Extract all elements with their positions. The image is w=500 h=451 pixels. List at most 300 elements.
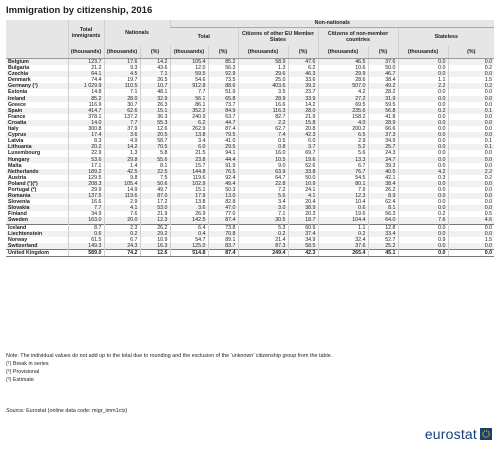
table-cell: 7.6 <box>104 211 140 217</box>
table-cell: 37.4 <box>288 231 318 237</box>
table-cell: 29.5 <box>208 144 238 150</box>
table-cell: 37.6 <box>368 59 398 66</box>
table-cell: 912.8 <box>170 83 208 89</box>
table-cell: 62.7 <box>238 126 288 132</box>
table-cell: 30.7 <box>104 102 140 108</box>
table-cell: 163.0 <box>68 217 104 224</box>
table-cell: 10.7 <box>140 83 170 89</box>
table-cell: 7.1 <box>238 211 288 217</box>
source-text: Eurostat (online data code: migr_imm1ctz) <box>26 408 128 414</box>
table-cell: 0.0 <box>448 114 494 120</box>
country-name: Denmark <box>6 77 68 83</box>
table-cell: 17.2 <box>140 199 170 205</box>
immigration-table <box>6 20 494 257</box>
table-cell: 21.2 <box>68 65 104 71</box>
table-cell: 32.9 <box>140 96 170 102</box>
country-name: Spain <box>6 108 68 114</box>
unit-thousands: (thousands) <box>238 46 288 59</box>
table-cell: 5.8 <box>140 150 170 156</box>
table-cell: 14.2 <box>140 59 170 66</box>
table-cell: 91.9 <box>208 163 238 169</box>
table-cell: 240.9 <box>170 114 208 120</box>
table-cell: 0.0 <box>398 224 448 231</box>
table-cell: 4.0 <box>318 120 368 126</box>
table-cell: 70.5 <box>140 144 170 150</box>
table-cell: 49.4 <box>208 181 238 187</box>
table-cell: 50.3 <box>208 187 238 193</box>
table-cell: 60.9 <box>288 224 318 231</box>
table-cell: 33.4 <box>368 231 398 237</box>
table-cell: 0.0 <box>448 126 494 132</box>
table-cell: 42.3 <box>288 132 318 138</box>
table-cell: 15.1 <box>170 187 208 193</box>
country-name: Iceland <box>6 224 68 231</box>
table-cell: 34.9 <box>368 138 398 144</box>
table-cell: 8.1 <box>140 163 170 169</box>
table-cell: 10.6 <box>318 65 368 71</box>
table-cell: 0.0 <box>398 126 448 132</box>
table-cell: 55.3 <box>140 120 170 126</box>
table-cell: 12.6 <box>140 249 170 256</box>
table-cell: 3.0 <box>238 205 288 211</box>
table-cell: 16.3 <box>140 243 170 250</box>
table-cell: 4.1 <box>288 193 318 199</box>
unit-percent: (%) <box>368 46 398 59</box>
table-cell: 6.0 <box>170 144 208 150</box>
table-cell: 56.3 <box>368 211 398 217</box>
table-cell: 0.2 <box>448 83 494 89</box>
table-cell: 85.2 <box>208 59 238 66</box>
table-cell: 17.9 <box>170 193 208 199</box>
table-cell: 0.0 <box>398 150 448 156</box>
country-name: Lithuania <box>6 144 68 150</box>
table-cell: 0.0 <box>448 187 494 193</box>
country-name: Ireland <box>6 96 68 102</box>
table-cell: 10.5 <box>238 157 288 163</box>
table-cell: 46.5 <box>318 59 368 66</box>
table-cell: 514.8 <box>170 249 208 256</box>
unit-thousands: (thousands) <box>68 46 104 59</box>
table-cell: 13.8 <box>170 132 208 138</box>
table-cell: 1.5 <box>448 237 494 243</box>
table-cell: 0.2 <box>238 231 288 237</box>
table-cell: 73.8 <box>208 224 238 231</box>
table-cell: 29.2 <box>140 231 170 237</box>
unit-thousands: (thousands) <box>398 46 448 59</box>
table-cell: 200.2 <box>318 126 368 132</box>
table-cell: 24.1 <box>288 187 318 193</box>
table-cell: 137.5 <box>68 193 104 199</box>
table-cell: 22.9 <box>68 150 104 156</box>
country-name: Norway <box>6 237 68 243</box>
table-cell: 32.4 <box>318 237 368 243</box>
table-cell: 2.9 <box>104 199 140 205</box>
table-cell: 26.5 <box>140 77 170 83</box>
table-cell: 0.0 <box>448 199 494 205</box>
table-cell: 63.9 <box>238 169 288 175</box>
table-row <box>6 59 494 66</box>
table-cell: 38.4 <box>368 77 398 83</box>
table-cell: 54.6 <box>170 77 208 83</box>
table-cell: 28.9 <box>238 96 288 102</box>
table-cell: 0.3 <box>398 175 448 181</box>
unit-percent: (%) <box>448 46 494 59</box>
table-cell: 73.7 <box>208 102 238 108</box>
table-cell: 37.3 <box>368 132 398 138</box>
table-cell: 28.0 <box>104 96 140 102</box>
table-cell: 3.4 <box>238 199 288 205</box>
country-name: Romania <box>6 193 68 199</box>
table-cell: 87.4 <box>208 126 238 132</box>
table-cell: 403.6 <box>238 83 288 89</box>
table-cell: 3.6 <box>170 205 208 211</box>
source <box>6 408 127 414</box>
country-name: Luxembourg <box>6 150 68 156</box>
header-total-immigrants: Total immigrants <box>68 20 104 46</box>
table-cell: 13.3 <box>318 157 368 163</box>
table-cell: 43.6 <box>140 65 170 71</box>
page-title: Immigration by citizenship, 2016 <box>6 5 153 16</box>
table-cell: 33.9 <box>288 96 318 102</box>
note-provisional: (²) Provisional <box>6 369 40 375</box>
note-break-in-series: (¹) Break in series <box>6 361 49 367</box>
table-cell: 0.0 <box>398 96 448 102</box>
table-cell: 262.9 <box>170 126 208 132</box>
table-cell: 24.3 <box>104 243 140 250</box>
table-cell: 73.5 <box>208 77 238 83</box>
country-name: Switzerland <box>6 243 68 250</box>
table-cell: 25.0 <box>238 77 288 83</box>
table-cell: 414.7 <box>68 108 104 114</box>
table-cell: 0.2 <box>448 65 494 71</box>
table-cell: 61.5 <box>68 237 104 243</box>
table-cell: 44.7 <box>208 120 238 126</box>
table-cell: 105.4 <box>170 59 208 66</box>
table-cell: 249.4 <box>238 249 288 256</box>
table-cell: 0.1 <box>448 144 494 150</box>
table-cell: 70.8 <box>208 231 238 237</box>
table-cell: 41.0 <box>208 138 238 144</box>
table-cell: 28.2 <box>368 89 398 95</box>
table-cell: 0.0 <box>398 231 448 237</box>
table-cell: 3.7 <box>288 144 318 150</box>
table-cell: 3.6 <box>104 132 140 138</box>
table-cell: 1.3 <box>238 65 288 71</box>
table-cell: 265.4 <box>318 249 368 256</box>
table-cell: 4.5 <box>104 71 140 77</box>
table-cell: 1.1 <box>398 77 448 83</box>
table-cell: 102.9 <box>170 181 208 187</box>
table-cell: 87.4 <box>208 249 238 256</box>
table-cell: 21.5 <box>170 150 208 156</box>
table-cell: 7.5 <box>140 175 170 181</box>
table-cell: 4.1 <box>104 205 140 211</box>
header-nationals: Nationals <box>104 20 170 46</box>
table-cell: 2.9 <box>318 138 368 144</box>
table-cell: 76.7 <box>318 169 368 175</box>
table-cell: 89.1 <box>208 237 238 243</box>
table-cell: 38.9 <box>288 205 318 211</box>
table-cell: 8.1 <box>368 205 398 211</box>
country-name: Austria <box>6 175 68 181</box>
table-cell: 0.5 <box>238 138 288 144</box>
note-estimate: (³) Estimate <box>6 377 34 383</box>
unit-percent: (%) <box>208 46 238 59</box>
table-cell: 85.2 <box>68 96 104 102</box>
table-cell: 7.2 <box>238 187 288 193</box>
country-name: Belgium <box>6 59 68 66</box>
country-name: Netherlands <box>6 169 68 175</box>
table-cell: 53.6 <box>68 157 104 163</box>
table-cell: 0.0 <box>398 65 448 71</box>
header-non-nationals: Non-nationals <box>170 20 494 28</box>
table-cell: 144.8 <box>170 169 208 175</box>
table-cell: 6.2 <box>170 120 208 126</box>
table-cell: 42.5 <box>104 169 140 175</box>
table-cell: 0.0 <box>448 71 494 77</box>
table-cell: 5.6 <box>238 193 288 199</box>
table-cell: 18.7 <box>288 217 318 224</box>
unit-thousands: (thousands) <box>104 46 140 59</box>
table-cell: 7.1 <box>104 89 140 95</box>
table-cell: 47.0 <box>208 205 238 211</box>
table-cell: 7.7 <box>170 89 208 95</box>
table-cell: 8.3 <box>68 138 104 144</box>
table-cell: 0.0 <box>398 71 448 77</box>
table-cell: 62.4 <box>368 199 398 205</box>
table-cell: 4.2 <box>318 89 368 95</box>
table-cell: 84.9 <box>208 108 238 114</box>
eu-star-icon <box>480 428 492 440</box>
table-cell: 507.0 <box>318 83 368 89</box>
table-cell: 64.7 <box>238 175 288 181</box>
table-cell: 129.5 <box>68 175 104 181</box>
table-cell: 37.6 <box>318 243 368 250</box>
table-cell: 12.0 <box>170 65 208 71</box>
table-cell: 0.6 <box>68 231 104 237</box>
table-cell: 0.0 <box>448 102 494 108</box>
table-cell: 22.8 <box>238 181 288 187</box>
table-cell: 74.2 <box>104 249 140 256</box>
table-cell: 19.6 <box>318 211 368 217</box>
table-cell: 7.4 <box>238 132 288 138</box>
table-cell: 52.7 <box>368 237 398 243</box>
header-stateless: Stateless <box>398 28 494 47</box>
country-name: Liechtenstein <box>6 231 68 237</box>
table-cell: 36.3 <box>140 114 170 120</box>
table-cell: 20.0 <box>104 217 140 224</box>
table-cell: 208.3 <box>68 181 104 187</box>
table-cell: 54.7 <box>170 237 208 243</box>
table-cell: 0.9 <box>398 237 448 243</box>
table-cell: 2.2 <box>448 169 494 175</box>
table-cell: 0.0 <box>398 89 448 95</box>
table-cell: 119.6 <box>170 175 208 181</box>
table-cell: 22.5 <box>140 169 170 175</box>
table-cell: 63.7 <box>208 114 238 120</box>
table-cell: 69.7 <box>288 150 318 156</box>
table-cell: 0.1 <box>448 108 494 114</box>
table-cell: 5.2 <box>318 144 368 150</box>
table-cell: 6.0 <box>288 138 318 144</box>
table-cell: 0.8 <box>238 144 288 150</box>
table-cell: 0.0 <box>448 132 494 138</box>
table-cell: 0.0 <box>398 193 448 199</box>
table-cell: 19.7 <box>104 77 140 83</box>
table-cell: 20.2 <box>68 144 104 150</box>
unit-thousands: (thousands) <box>318 46 368 59</box>
country-name: Germany (¹) <box>6 83 68 89</box>
table-cell: 56.3 <box>208 65 238 71</box>
table-cell: 33.8 <box>288 169 318 175</box>
table-cell: 23.7 <box>288 89 318 95</box>
table-cell: 33.6 <box>288 77 318 83</box>
unit-blank <box>6 46 68 59</box>
table-cell: 0.0 <box>398 187 448 193</box>
table-cell: 149.3 <box>68 243 104 250</box>
table-cell: 94.1 <box>208 150 238 156</box>
table-cell: 4.6 <box>448 217 494 224</box>
header-country <box>6 20 68 46</box>
table-cell: 7.6 <box>398 217 448 224</box>
table-cell: 39.2 <box>288 83 318 89</box>
table-cell: 10.9 <box>140 237 170 243</box>
table-cell: 0.2 <box>398 211 448 217</box>
table-cell: 50.6 <box>140 181 170 187</box>
table-cell: 20.4 <box>288 199 318 205</box>
table-cell: 92.4 <box>208 175 238 181</box>
table-cell: 74.4 <box>68 77 104 83</box>
table-cell: 8.7 <box>68 224 104 231</box>
table-cell: 51.9 <box>208 89 238 95</box>
table-cell: 28.0 <box>288 108 318 114</box>
table-cell: 47.6 <box>288 59 318 66</box>
country-name: Bulgaria <box>6 65 68 71</box>
table-cell: 300.8 <box>68 126 104 132</box>
table-cell: 41.8 <box>368 114 398 120</box>
table-cell: 26.9 <box>170 211 208 217</box>
table-cell: 0.0 <box>398 132 448 138</box>
table-cell: 0.0 <box>448 231 494 237</box>
table-cell: 21.9 <box>288 114 318 120</box>
table-cell: 87.0 <box>140 193 170 199</box>
table-cell: 44.4 <box>208 157 238 163</box>
table-cell: 4.9 <box>104 138 140 144</box>
table-cell: 5.3 <box>238 224 288 231</box>
table-cell: 0.0 <box>448 163 494 169</box>
table-cell: 42.3 <box>288 249 318 256</box>
country-name: France <box>6 114 68 120</box>
table-cell: 12.6 <box>140 126 170 132</box>
table-cell: 80.1 <box>318 181 368 187</box>
table-cell: 66.6 <box>368 126 398 132</box>
table-cell: 0.6 <box>318 205 368 211</box>
table-cell: 30.5 <box>238 217 288 224</box>
table-cell: 0.0 <box>398 59 448 66</box>
table-row <box>6 224 494 231</box>
table-cell: 7.7 <box>104 120 140 126</box>
table-cell: 17.6 <box>104 59 140 66</box>
table-cell: 0.0 <box>398 138 448 144</box>
table-cell: 14.0 <box>68 120 104 126</box>
table-cell: 69.5 <box>318 102 368 108</box>
table-cell: 104.4 <box>318 217 368 224</box>
table-cell: 5.6 <box>318 150 368 156</box>
table-cell: 0.2 <box>398 108 448 114</box>
table-cell: 6.7 <box>104 237 140 243</box>
table-cell: 0.0 <box>398 157 448 163</box>
table-cell: 29.9 <box>68 187 104 193</box>
table-cell: 7.1 <box>140 71 170 77</box>
country-name: Finland <box>6 211 68 217</box>
table-cell: 16.6 <box>68 199 104 205</box>
table-cell: 46.3 <box>288 71 318 77</box>
table-cell: 49.2 <box>368 83 398 89</box>
unit-percent: (%) <box>140 46 170 59</box>
table-cell: 137.2 <box>104 114 140 120</box>
table-cell: 13.0 <box>208 193 238 199</box>
header-citizens-noneu: Citizens of non-member countries <box>318 28 398 47</box>
table-cell: 28.9 <box>368 120 398 126</box>
table-cell: 20.5 <box>140 132 170 138</box>
notes <box>6 352 332 384</box>
table-cell: 0.0 <box>448 89 494 95</box>
table-cell: 19.6 <box>288 157 318 163</box>
table-cell: 29.9 <box>318 71 368 77</box>
country-name: United Kingdom <box>6 249 68 256</box>
country-name: Estonia <box>6 89 68 95</box>
country-name: Cyprus <box>6 132 68 138</box>
table-cell: 87.4 <box>208 217 238 224</box>
table-cell: 58.9 <box>238 59 288 66</box>
table-cell: 23.8 <box>170 157 208 163</box>
country-name: Greece <box>6 102 68 108</box>
table-cell: 39.3 <box>368 163 398 169</box>
table-cell: 48.1 <box>140 89 170 95</box>
table-cell: 0.0 <box>398 243 448 250</box>
table-cell: 13.8 <box>170 199 208 205</box>
table-cell: 87.3 <box>238 243 288 250</box>
country-name: Croatia <box>6 120 68 126</box>
table-cell: 0.0 <box>448 205 494 211</box>
table-cell: 42.1 <box>368 175 398 181</box>
table-cell: 83.7 <box>208 243 238 250</box>
table-cell: 0.5 <box>448 211 494 217</box>
table-cell: 589.0 <box>68 249 104 256</box>
table-cell: 2.3 <box>104 224 140 231</box>
table-cell: 62.6 <box>104 108 140 114</box>
table-cell: 6.7 <box>318 163 368 169</box>
table-body <box>6 59 494 257</box>
table-cell: 0.0 <box>398 144 448 150</box>
table-cell: 378.1 <box>68 114 104 120</box>
table-cell: 58.7 <box>140 138 170 144</box>
table-cell: 0.0 <box>398 199 448 205</box>
table-cell: 34.9 <box>68 211 104 217</box>
table-header <box>6 20 494 59</box>
table-cell: 15.7 <box>170 163 208 169</box>
table-cell: 235.6 <box>318 108 368 114</box>
table-cell: 4.2 <box>398 169 448 175</box>
table-cell: 82.7 <box>238 114 288 120</box>
table-cell: 6.5 <box>318 132 368 138</box>
table-cell: 0.0 <box>448 249 494 256</box>
table-cell: 0.0 <box>398 205 448 211</box>
country-name: Hungary <box>6 157 68 163</box>
table-cell: 55.6 <box>140 157 170 163</box>
table-cell: 116.9 <box>68 102 104 108</box>
table-cell: 0.4 <box>170 231 208 237</box>
